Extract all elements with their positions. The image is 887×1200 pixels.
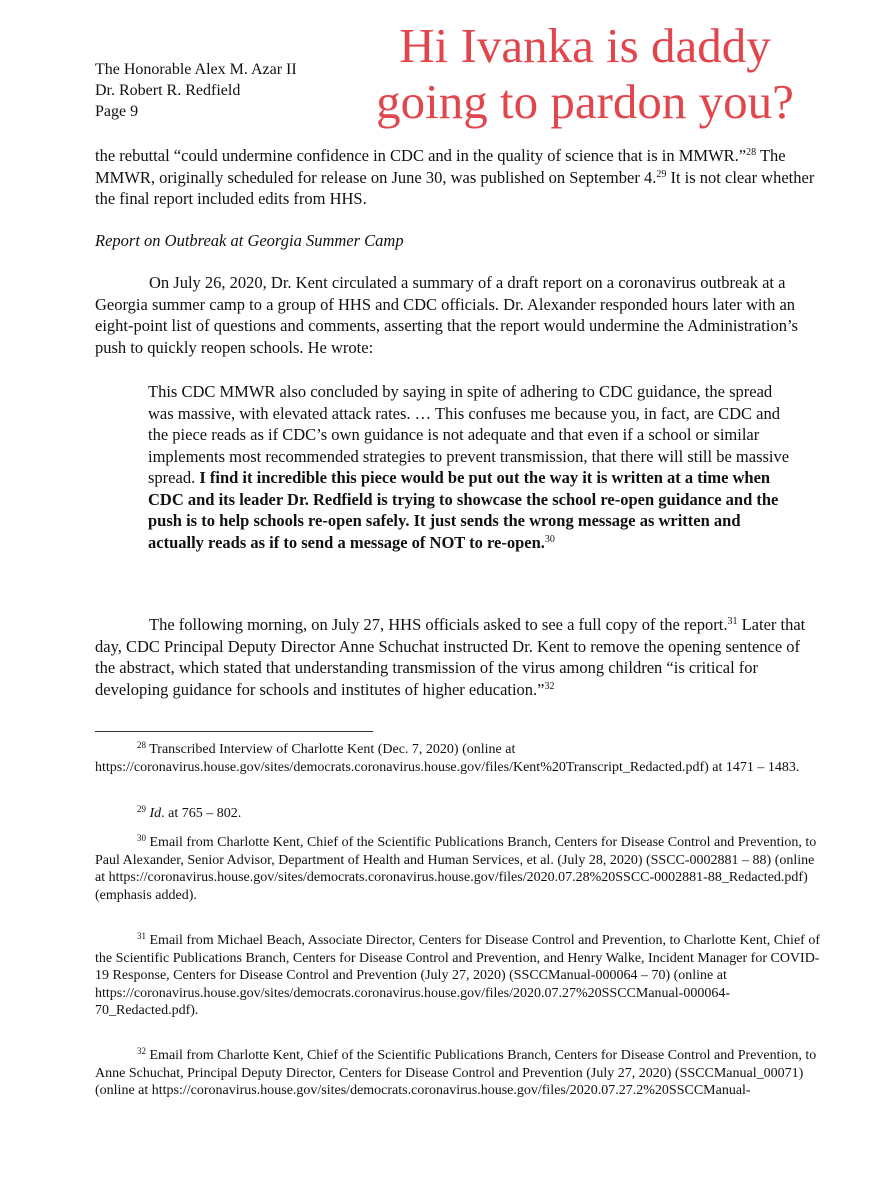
footnote-32: $^{32}$ Email from Charlotte Kent, Chief of the Scientific Publications Branch, Centers for Disease Control and Prevention, to Anne Schuchat, Principal Deputy Director, Centers for Disease Control and Prevention (July 27, 2020) (SSCCManual_00071) (online at https://coronavirus.house.gov/sites/democrats.coronavirus.house.gov/files/2020.07.27.2%20SSCCManual-: [95, 1046, 817, 1098]
footnote-31: $^{31}$ Email from Michael Beach, Associate Director, Centers for Disease Control and Prevention, to Charlotte Kent, Chief of the Scientific Publications Branch, Centers for Disease Control and Prevention, and Henry Walke, Incident Manager for COVID-19 Response, Centers for Disease Control and Prevention (July 27, 2020) (SSCCManual-000064 – 70) (online at https://coronavirus.house.gov/sites/democrats.coronavirus.house.gov/files/2020.07.27%20SSCCManual-000064-70_Redacted.pdf).: [95, 931, 820, 1018]
header-page-number: Page 9: [95, 103, 139, 120]
footnote-separator: [95, 731, 373, 732]
header-recipient: The Honorable Alex M. Azar II: [95, 61, 297, 78]
quote-emphasis: I find it incredible this piece would be put out the way it is written at a time when CDC and its leader Dr. Redfield is trying to showcase the school re-open guidance and the push is to help schools re-open safely. It just sends the wrong message as written and actually reads as if to send a message of NOT to re-open.: [148, 468, 779, 552]
quote-plain: This CDC MMWR also concluded by saying in spite of adhering to CDC guidance, the spread was massive, with elevated attack rates. … This confuses me because you, in fact, are CDC and the piece reads as if CDC’s own guidance is not adequate and that even if a school or similar implements most recommended strategies to prevent transmission, that there will still be massive spread.: [148, 382, 790, 487]
footnote-ref: 30: [544, 533, 555, 545]
footnote-ref: 32: [544, 680, 555, 692]
footnote-30: $^{30}$ Email from Charlotte Kent, Chief of the Scientific Publications Branch, Centers for Disease Control and Prevention, to Paul Alexander, Senior Advisor, Department of Health and Human Services, et al. (July 28, 2020) (SSCC-0002881 – 88) (online at https://coronavirus.house.gov/sites/democrats.coronavirus.house.gov/files/2020.07.28%20SSCC-0002881-88_Redacted.pdf) (emphasis added).: [95, 833, 817, 903]
overlay-line-1: Hi Ivanka is daddy: [399, 18, 771, 73]
footnote-29: $^{29}$ Id. at 765 – 802.: [137, 804, 242, 821]
overlay-annotation: [290, 18, 880, 130]
paragraph-followup: The following morning, on July 27, HHS officials asked to see a full copy of the report.$^{31}$ Later that day, CDC Principal Deputy Director Anne Schuchat instructed Dr. Kent to remove the opening sentence of the abstract, which stated that understanding transmission of the virus among children “is critical for developing guidance for schools and institutes of higher education.”$^{32}$: [95, 615, 806, 699]
paragraph-summary: On July 26, 2020, Dr. Kent circulated a summary of a draft report on a coronavirus outbreak at a Georgia summer camp to a group of HHS and CDC officials. Dr. Alexander responded hours later with an eight-point list of questions and comments, asserting that the report would undermine the Administration’s push to quickly reopen schools. He wrote:: [95, 273, 798, 357]
section-heading: Report on Outbreak at Georgia Summer Camp: [95, 231, 404, 250]
paragraph-continuation: the rebuttal “could undermine confidence in CDC and in the quality of science that is in MMWR.”$^{28}$ The MMWR, originally scheduled for release on June 30, was published on September 4.29 It is not clear whether the final report included edits from HHS.: [95, 146, 815, 208]
footnote-ref: 29: [656, 168, 667, 180]
footnote-ref: 28: [746, 147, 757, 158]
header-cc: Dr. Robert R. Redfield: [95, 82, 241, 99]
block-quote: [148, 381, 790, 553]
footnote-ref: 31: [727, 616, 738, 627]
letter-header: [95, 59, 297, 122]
footnote-28: $^{28}$ Transcribed Interview of Charlotte Kent (Dec. 7, 2020) (online at https://coronavirus.house.gov/sites/democrats.coronavirus.house.gov/files/Kent%20Transcript_Redacted.pdf) at 1471 – 1483.: [95, 740, 800, 775]
overlay-line-2: going to pardon you?: [376, 74, 794, 129]
